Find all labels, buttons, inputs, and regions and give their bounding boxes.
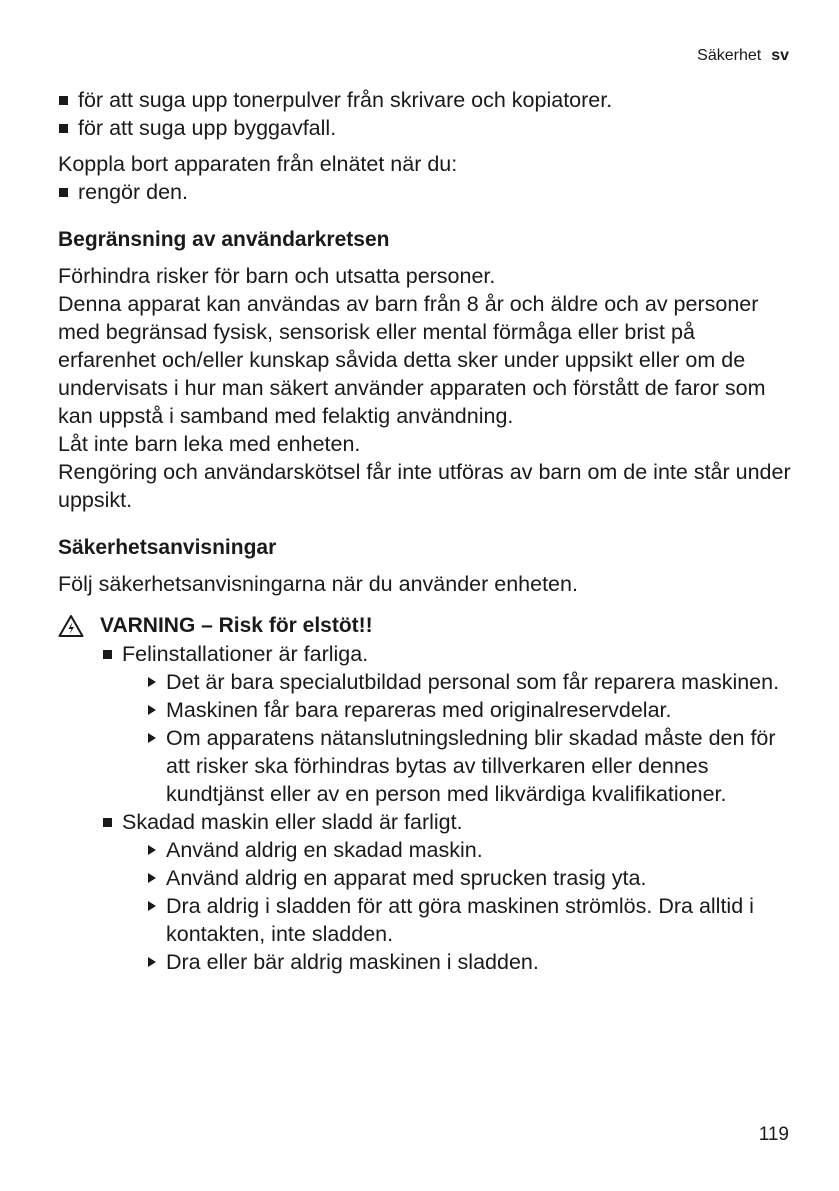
disconnect-text: Koppla bort apparaten från elnätet när du: — [58, 152, 458, 176]
action-text: Använd aldrig en skadad maskin. — [166, 838, 483, 862]
action-text: Dra eller bär aldrig maskinen i sladden. — [166, 950, 539, 974]
action-item — [146, 836, 793, 864]
warning-item — [102, 640, 793, 808]
action-text: Använd aldrig en apparat med sprucken trasig yta. — [166, 866, 647, 890]
warning-list — [58, 640, 793, 976]
warning-item-label: Felinstallationer är farliga. — [122, 642, 369, 666]
arrow-right-icon — [148, 957, 156, 967]
arrow-right-icon — [148, 901, 156, 911]
action-item — [146, 892, 793, 948]
section-heading-safety: Säkerhetsanvisningar — [58, 536, 277, 559]
list-item: för att suga upp tonerpulver från skrivare och kopiatorer. — [58, 86, 793, 114]
action-item — [146, 864, 793, 892]
intro-list — [58, 86, 793, 142]
arrow-right-icon — [148, 733, 156, 743]
section-heading-user-restriction: Begränsning av användarkretsen — [58, 228, 390, 251]
paragraph: Denna apparat kan användas av barn från 8 år och äldre och av personer med begränsad fysisk, sensorisk eller mental förmåga eller brist på erfarenhet och/eller kunskap såvida detta sker under uppsikt eller om de undervisats i hur man säkert använder apparaten och förstått de faror som kan uppstå i samband med felaktig användning. — [58, 292, 766, 428]
warning-item — [102, 808, 793, 976]
action-list — [122, 836, 793, 976]
page-header — [697, 46, 789, 66]
disconnect-list — [58, 178, 793, 206]
action-text: Det är bara specialutbildad personal som får reparera maskinen. — [166, 670, 780, 694]
action-text: Om apparatens nätanslutningsledning blir skadad måste den för att risker ska förhindras bytas av tillverkaren eller dennes kundtjänst eller av en person med likvärdiga kvalifikationer. — [166, 726, 776, 806]
action-list — [122, 668, 793, 808]
header-section: Säkerhet — [697, 47, 762, 64]
page-content — [58, 86, 793, 976]
warning-title-text: VARNING – Risk för elstöt!! — [100, 614, 373, 637]
warning-triangle-icon — [58, 614, 84, 638]
page-number: 119 — [758, 1124, 789, 1145]
paragraph: Låt inte barn leka med enheten. — [58, 432, 361, 456]
paragraph: Förhindra risker för barn och utsatta personer. — [58, 264, 496, 288]
arrow-right-icon — [148, 845, 156, 855]
header-lang: sv — [771, 47, 789, 64]
arrow-right-icon — [148, 705, 156, 715]
action-item — [146, 724, 793, 808]
arrow-right-icon — [148, 873, 156, 883]
warning-title — [58, 612, 793, 640]
list-item: rengör den. — [58, 178, 793, 206]
warning-item-label: Skadad maskin eller sladd är farligt. — [122, 810, 463, 834]
action-text: Dra aldrig i sladden för att göra maskinen strömlös. Dra alltid i kontakten, inte sladden. — [166, 894, 754, 946]
list-item: för att suga upp byggavfall. — [58, 114, 793, 142]
arrow-right-icon — [148, 677, 156, 687]
action-item — [146, 668, 793, 696]
action-item — [146, 696, 793, 724]
action-item — [146, 948, 793, 976]
action-text: Maskinen får bara repareras med originalreservdelar. — [166, 698, 672, 722]
paragraph: Följ säkerhetsanvisningarna när du använder enheten. — [58, 572, 578, 596]
paragraph: Rengöring och användarskötsel får inte utföras av barn om de inte står under uppsikt. — [58, 460, 791, 512]
